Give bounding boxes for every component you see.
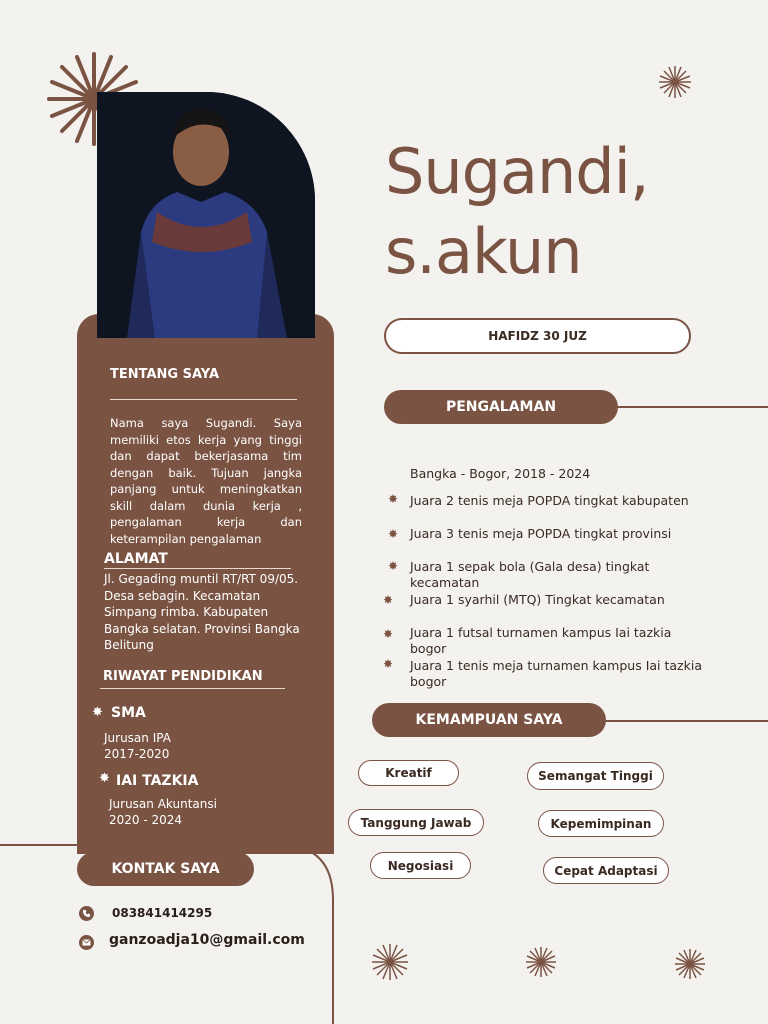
sparkle-icon: ✸ xyxy=(99,771,110,786)
skill-chip: Kreatif xyxy=(358,760,459,786)
contact-heading xyxy=(77,852,254,886)
contact-email[interactable]: ganzoadja10@gmail.com xyxy=(109,932,305,948)
experience-period: Bangka - Bogor, 2018 - 2024 xyxy=(410,466,591,481)
edu-years-1: 2017-2020 xyxy=(104,747,170,761)
experience-item: Juara 2 tenis meja POPDA tingkat kabupaten xyxy=(410,493,689,508)
hafidz-badge xyxy=(384,318,691,354)
skill-chip: Cepat Adaptasi xyxy=(543,857,669,884)
edu-school-2: IAI TAZKIA xyxy=(116,773,199,789)
education-divider xyxy=(100,688,285,689)
hafidz-badge-label: HAFIDZ 30 JUZ xyxy=(488,329,587,343)
skill-chip: Semangat Tinggi xyxy=(527,762,664,790)
sparkle-icon: ✸ xyxy=(388,492,399,506)
skill-chip: Tanggung Jawab xyxy=(348,809,484,836)
phone-icon xyxy=(79,906,94,921)
about-text: Nama saya Sugandi. Saya memiliki etos kerja yang tinggi dan dapat bekerjasama tim dengan baik. Tujuan jangka panjang untuk meningkatkan skill dalam dunia kerja , pengalaman kerja dan keterampilan pengalaman xyxy=(110,416,302,546)
edu-major-1: Jurusan IPA xyxy=(104,731,171,745)
contact-phone[interactable]: 083841414295 xyxy=(112,906,213,920)
experience-item: Juara 1 futsal turnamen kampus Iai tazkia bogor xyxy=(410,625,672,656)
sunburst-small-icon xyxy=(525,946,557,978)
edu-major-2: Jurusan Akuntansi xyxy=(109,797,217,811)
experience-heading-label: PENGALAMAN xyxy=(445,399,557,415)
experience-item: Juara 1 sepak bola (Gala desa) tingkat kecamatan xyxy=(410,559,650,590)
experience-heading xyxy=(384,390,618,424)
experience-item: Juara 1 syarhil (MTQ) Tingkat kecamatan xyxy=(410,592,665,607)
contact-heading-label: KONTAK SAYA xyxy=(111,861,220,877)
skills-heading xyxy=(372,703,606,737)
skills-divider xyxy=(590,720,768,722)
experience-item: Juara 3 tenis meja POPDA tingkat provinsi xyxy=(410,526,672,541)
skills-heading-label: KEMAMPUAN SAYA xyxy=(415,712,563,728)
sparkle-icon: ✸ xyxy=(383,627,394,641)
sunburst-small-icon xyxy=(371,943,409,981)
sparkle-icon: ✸ xyxy=(92,705,103,720)
experience-divider xyxy=(600,406,768,408)
sparkle-icon: ✸ xyxy=(388,559,399,573)
skill-chip: Negosiasi xyxy=(370,852,471,879)
edu-years-2: 2020 - 2024 xyxy=(109,813,183,827)
skill-chip: Kepemimpinan xyxy=(538,810,664,837)
sunburst-small-icon xyxy=(658,65,692,99)
profile-photo xyxy=(97,92,315,338)
name-line-2: s.akun xyxy=(385,215,582,288)
name-line-1: Sugandi, xyxy=(385,135,649,208)
address-heading: ALAMAT xyxy=(104,551,168,567)
email-icon xyxy=(79,935,94,950)
sparkle-icon: ✸ xyxy=(383,593,394,607)
about-divider xyxy=(110,399,297,400)
about-heading: TENTANG SAYA xyxy=(110,367,220,382)
education-heading: RIWAYAT PENDIDIKAN xyxy=(103,669,263,684)
sparkle-icon: ✸ xyxy=(383,657,394,671)
edu-school-1: SMA xyxy=(111,705,146,721)
page-title xyxy=(385,132,649,292)
address-divider xyxy=(104,568,291,569)
experience-item: Juara 1 tenis meja turnamen kampus Iai tazkia bogor xyxy=(410,658,702,689)
sunburst-small-icon xyxy=(674,948,706,980)
address-text: Jl. Gegading muntil RT/RT 09/05. Desa sebagin. Kecamatan Simpang rimba. Kabupaten Bangka selatan. Provinsi Bangka Belitung xyxy=(104,572,300,652)
sparkle-icon: ✸ xyxy=(388,527,399,541)
